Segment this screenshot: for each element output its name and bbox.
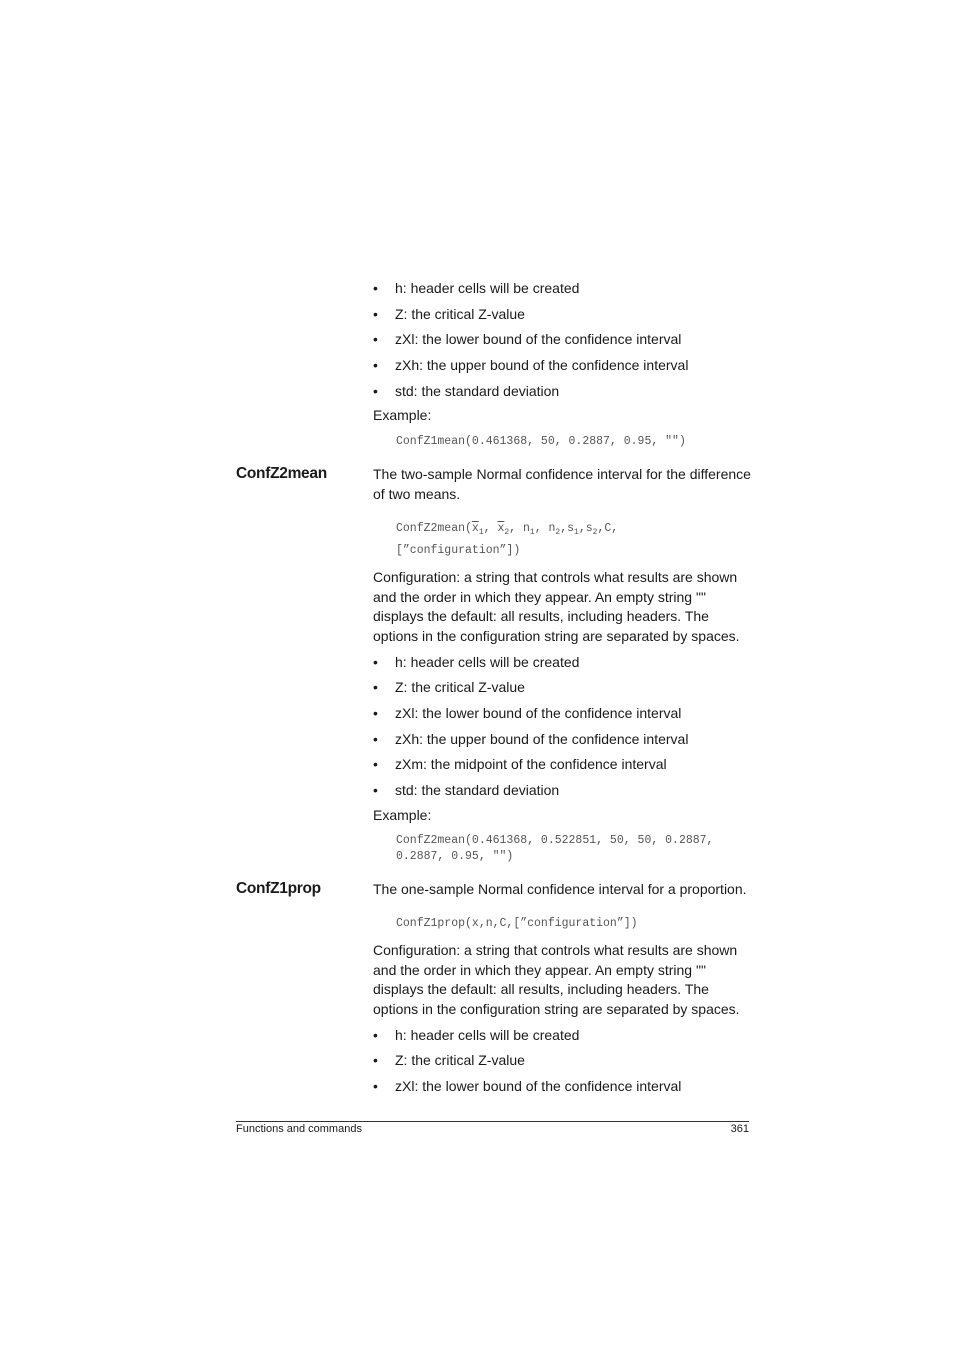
bullet-item: • zXh: the upper bound of the confidence interval (373, 357, 689, 373)
bullet-item: • zXh: the upper bound of the confidence interval (373, 731, 689, 747)
bullet-item: • zXl: the lower bound of the confidence interval (373, 705, 682, 721)
bullet-item: • std: the standard deviation (373, 782, 560, 798)
example-code-line1: ConfZ2mean(0.461368, 0.522851, 50, 50, 0.2887, (396, 834, 714, 847)
example-code: ConfZ1mean(0.461368, 50, 0.2887, 0.95, "") (396, 435, 686, 448)
bullet-item: • Z: the critical Z-value (373, 679, 525, 695)
footer-divider (236, 1121, 749, 1122)
example-label: Example: (373, 807, 432, 823)
configuration-text: Configuration: a string that controls what results are shown and the order in which they appear. An empty string "" displays the default: all results, including headers. The options in the configuration string are separated by spaces. (373, 569, 740, 644)
example-label: Example: (373, 407, 432, 423)
bullet-item: • zXl: the lower bound of the confidence interval (373, 331, 682, 347)
term-confz2mean: ConfZ2mean (236, 465, 327, 482)
syntax-line2: [”configuration”]) (396, 544, 521, 557)
page-number: 361 (730, 1123, 749, 1135)
bullet-item: • zXl: the lower bound of the confidence interval (373, 1078, 682, 1094)
syntax-line1: $ConfZ2mean(\overline{x}_1$, $\overline{x}_2$, $n_1$, $n_2,s_1,s_2,C$, (396, 522, 619, 537)
bullet-item: • Z: the critical Z-value (373, 306, 525, 322)
syntax: ConfZ1prop(x,n,C,[”configuration”]) (396, 917, 638, 930)
bullet-item: • std: the standard deviation (373, 383, 560, 399)
bullet-item: • h: header cells will be created (373, 280, 580, 296)
term-confz1prop: ConfZ1prop (236, 880, 321, 897)
description: The two-sample Normal confidence interval for the difference of two means. (373, 466, 751, 502)
footer-title: Functions and commands (236, 1123, 362, 1135)
bullet-item: • Z: the critical Z-value (373, 1052, 525, 1068)
bullet-item: • h: header cells will be created (373, 1027, 580, 1043)
configuration-text: Configuration: a string that controls what results are shown and the order in which they appear. An empty string "" displays the default: all results, including headers. The options in the configuration string are separated by spaces. (373, 942, 740, 1017)
bullet-item: • zXm: the midpoint of the confidence interval (373, 756, 667, 772)
example-code-line2: 0.2887, 0.95, "") (396, 850, 514, 863)
bullet-item: • h: header cells will be created (373, 654, 580, 670)
description: The one-sample Normal confidence interval for a proportion. (373, 881, 747, 897)
